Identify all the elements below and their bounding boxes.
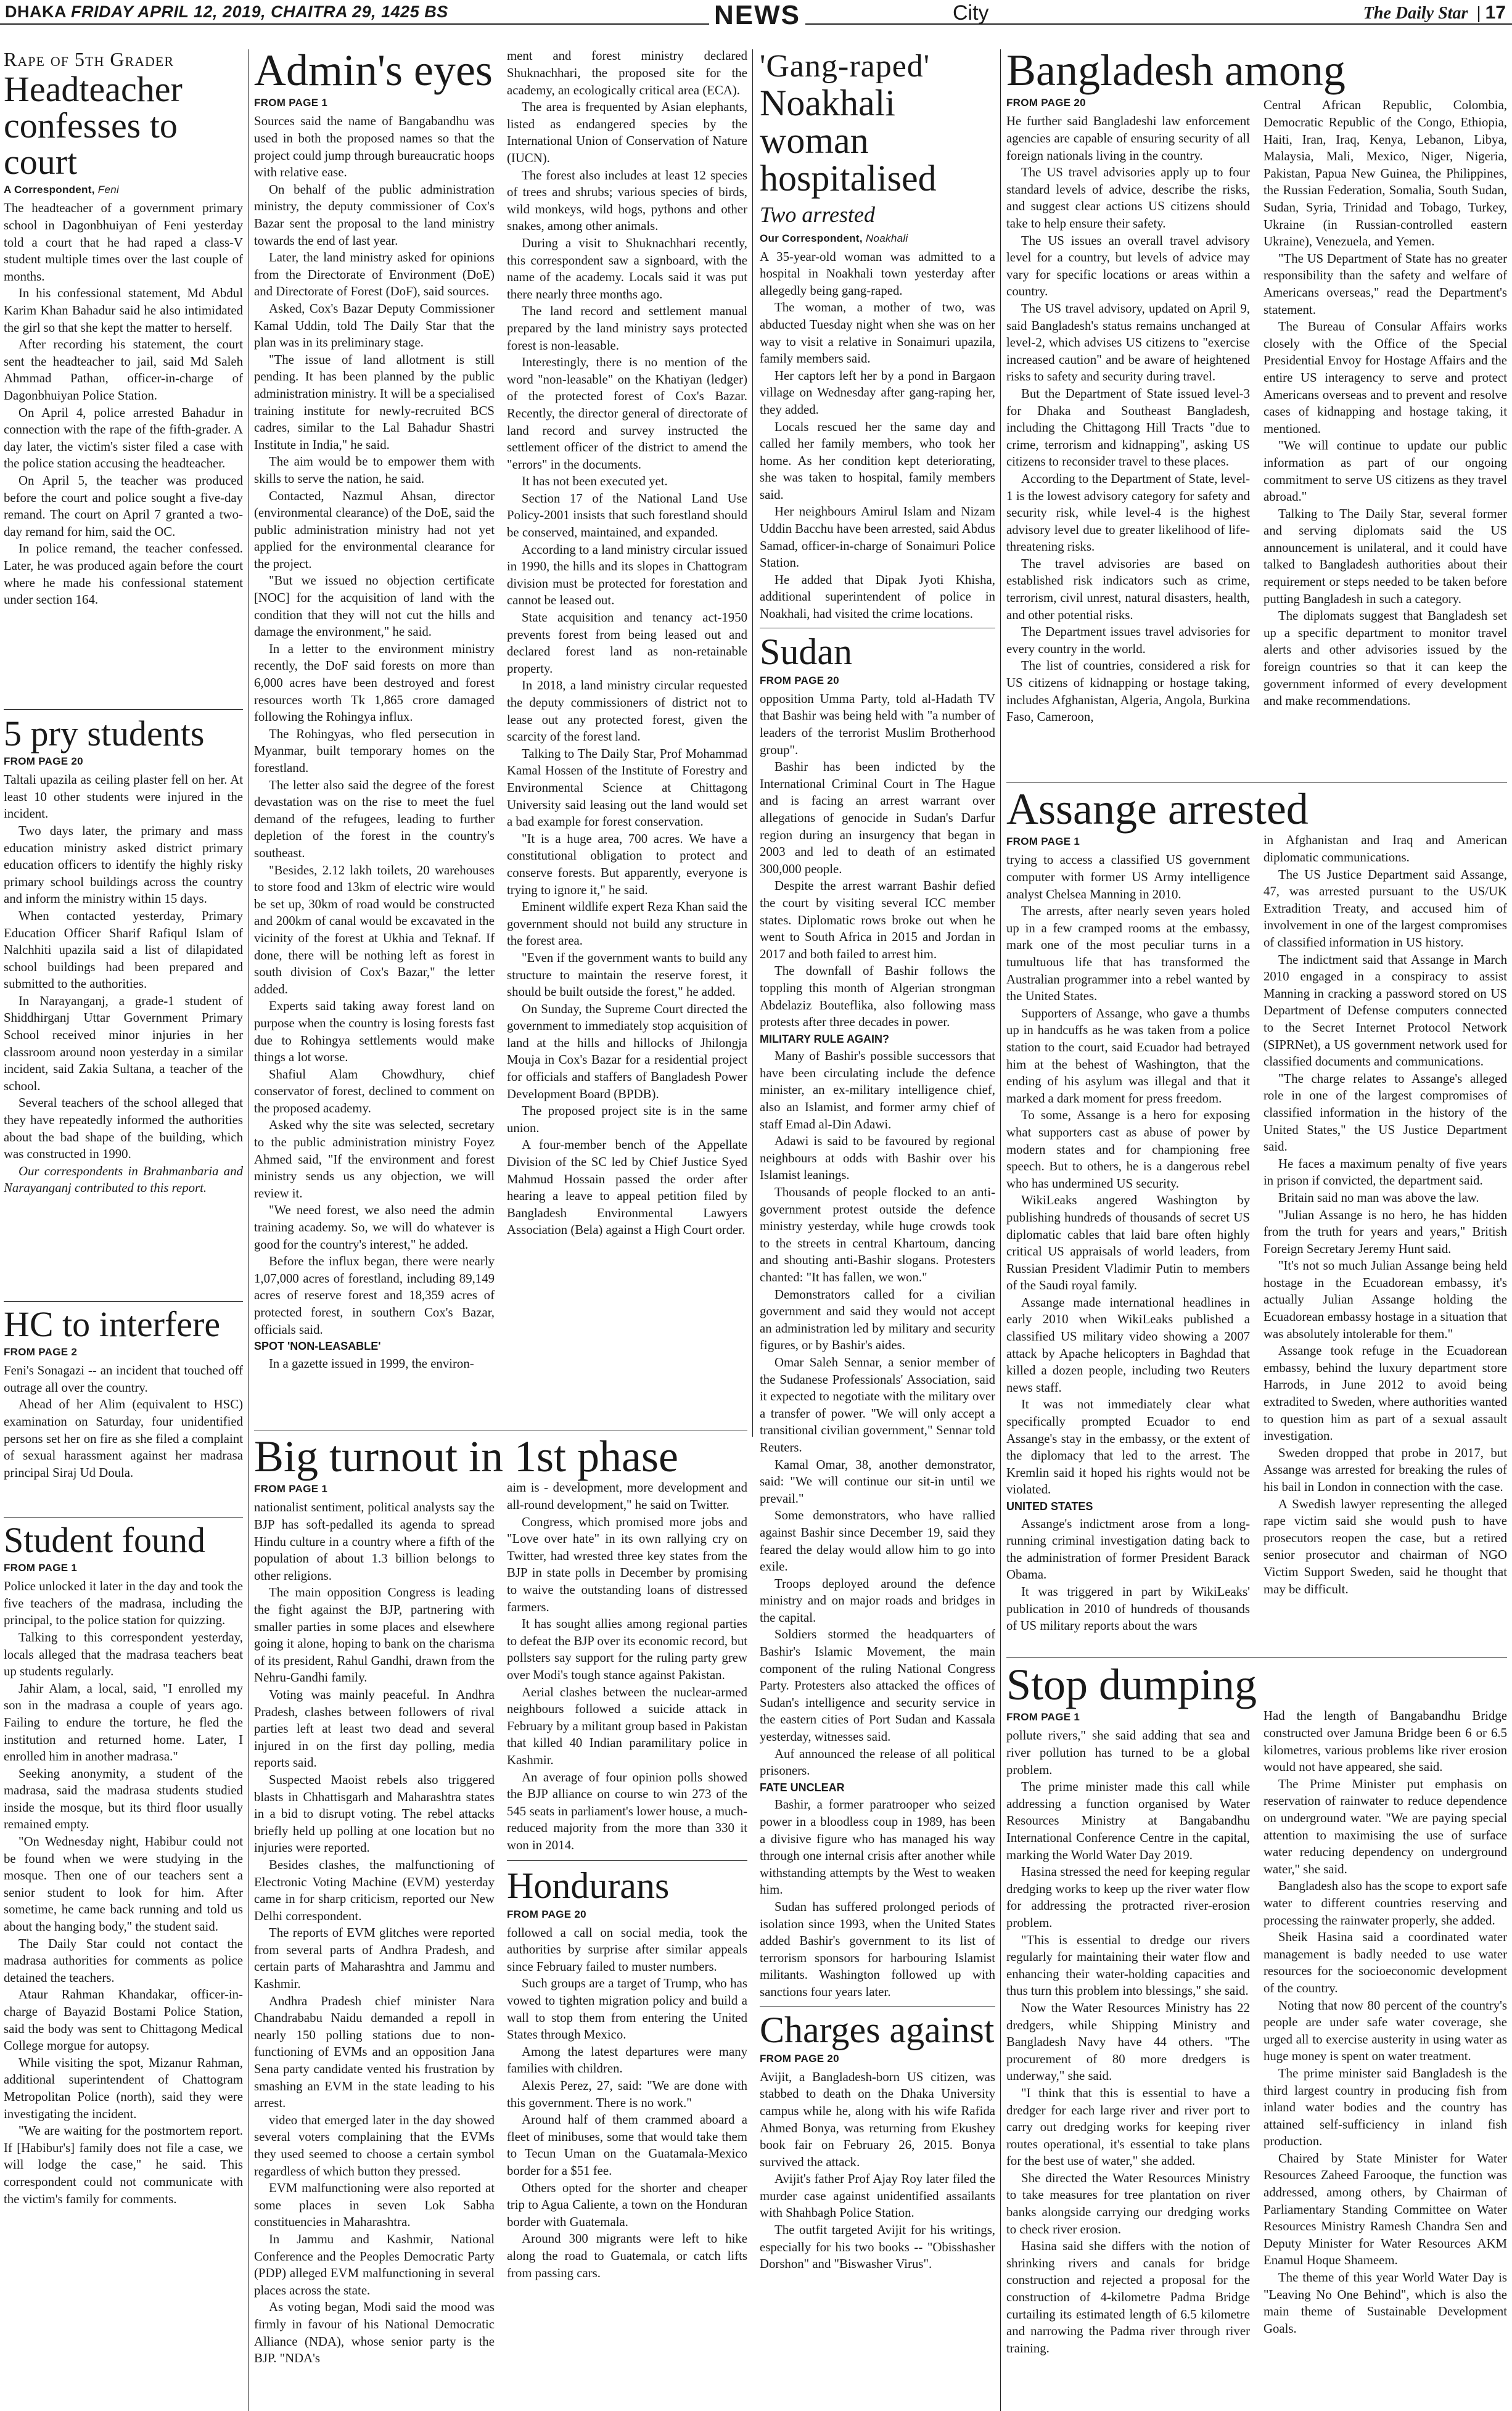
- paragraph: On April 4, police arrested Bahadur in connection with the rape of the fifth-grader. A day later, the victim's sister filed a case with the police station accusing the headteacher.: [4, 405, 243, 471]
- paragraph: Sweden dropped that probe in 2017, but Assange was arrested for breaking the rules of his bail in London in connection with the case.: [1263, 1445, 1507, 1494]
- story-stop-dumping: [1006, 1662, 1507, 2409]
- story-body: [4, 771, 243, 1197]
- column-rule: [1000, 49, 1001, 2411]
- paragraph: video that emerged later in the day showed several voters complaining that the EVMs they used seemed to choose a certain symbol regardless of which button they pressed.: [254, 2113, 495, 2179]
- story-body: [4, 1362, 243, 1481]
- paragraph: The headteacher of a government primary school in Dagonbhuiyan of Feni yesterday told a court that he had raped a class-V student multiple times over the last couple of months.: [4, 201, 243, 284]
- paragraph: Some demonstrators, who have rallied against Bashir since December 19, said they feared the delay would allow him to go into exile.: [760, 1508, 995, 1574]
- paragraph: Britain said no man was above the law.: [1278, 1190, 1479, 1205]
- byline-place: Feni: [97, 184, 120, 196]
- paragraph: Hasina said she differs with the notion of shrinking rivers and canals for bridge construction and rejected a proposal for the construction of 4-kilometre Padma Bridge curtailing its estimated length of 6.5 kilometre and narrowing the Padma river through river training.: [1006, 2239, 1250, 2356]
- paragraph: Talking to this correspondent yesterday, locals alleged that the madrasa teachers beat up students regularly.: [4, 1630, 243, 1679]
- story-column: [1263, 1707, 1507, 2357]
- byline-name: A Correspondent,: [4, 184, 95, 196]
- paragraph: Had the length of Bangabandhu Bridge constructed over Jamuna Bridge been 6 or 6.5 kilometres, various problems like river erosion would not have appeared, she said.: [1263, 1709, 1507, 1775]
- story-assange-arrested: [1006, 787, 1507, 1653]
- story-big-turnout: [254, 1434, 747, 2409]
- paragraph: WikiLeaks angered Washington by publishing hundreds of thousands of secret US diplomatic cables that laid bare often highly critical US appraisals of world leaders, from Russian President Vladimir Putin to members of the Saudi royal family.: [1006, 1193, 1250, 1293]
- paragraph: Section 17 of the National Land Use Policy-2001 insists that such forestland should be conserved, maintained, and expanded.: [507, 491, 747, 540]
- story-headteacher: [4, 48, 243, 729]
- story-pry-students: [4, 715, 243, 1298]
- paragraph: Jahir Alam, a local, said, "I enrolled my son in the madrasa a couple of years ago. Failing to endure the torture, he fled the institution and returned home. Later, I enrolled him in another madrasa.": [4, 1681, 243, 1764]
- paragraph: Asked why the site was selected, secretary to the public administration ministry Foyez Ahmed said, "If the environment and forest ministry sends us any objection, we will review it.: [254, 1118, 495, 1201]
- paragraph: In Jammu and Kashmir, National Conference and the Peoples Democratic Party (PDP) alleged EVM malfunctioning in several places across the state.: [254, 2232, 495, 2298]
- paragraph: Her captors left her by a pond in Bargaon village on Wednesday after gang-raping her, they added.: [760, 368, 995, 417]
- paragraph: In a gazette issued in 1999, the environ-: [269, 1356, 474, 1371]
- jump-line: FROM PAGE 20: [4, 755, 83, 768]
- paragraph: Troops deployed around the defence ministry and on major roads and bridges in the capital.: [760, 1576, 995, 1625]
- column-rule: [752, 49, 753, 1437]
- story-body: [760, 2069, 995, 2273]
- paragraph: An average of four opinion polls showed the BJP alliance on course to win 273 of the 545 seats in parliament's lower house, a much-reduced majority from the more than 330 it won in 2014.: [507, 1770, 747, 1852]
- paragraph: Later, the land ministry asked for opinions from the Directorate of Environment (DoE) and Directorate of Forest (DoF), said sources.: [254, 250, 495, 299]
- jump-line: FROM PAGE 20: [760, 674, 839, 686]
- paragraph: She directed the Water Resources Ministry to take measures for tree plantation on river banks alongside carrying our dredging works to check river erosion.: [1006, 2171, 1250, 2236]
- paragraph: The prime minister made this call while addressing a function organised by Water Resources Ministry at Bangabandhu International Conference Centre in the capital, marking the World Water Day 2019.: [1006, 1780, 1250, 1862]
- paragraph: Adawi is said to be favoured by regional neighbours at odds with Bashir over his Islamist leanings.: [760, 1134, 995, 1183]
- paragraph: The diplomats suggest that Bangladesh set up a specific department to monitor travel alerts and other advisories issued by the foreign countries so that it can keep the government informed of every development and make recommendations.: [1263, 609, 1507, 709]
- paragraph: The letter also said the degree of the forest devastation was on the rise to meet the fuel demand of the refugees, leading to further depletion of the forest in the country's southeast.: [254, 778, 495, 860]
- story-headline: Assange arrested: [1006, 787, 1309, 834]
- paragraph: "We are waiting for the postmortem report. If [Habibur's] family does not file a case, we will lodge the case," he said. This correspondent could not communicate with the victim's family for comments.: [4, 2124, 243, 2206]
- section-rule: [4, 1517, 243, 1518]
- paragraph: Ahead of her Alim (equivalent to HSC) examination on Saturday, four unidentified persons set her on fire as she filed a complaint of sexual harassment against her madrasa principal Siraj Ud Doula.: [4, 1397, 243, 1480]
- paragraph: It has not been executed yet.: [522, 474, 668, 489]
- paragraph: Congress, which promised more jobs and "Love over hate" in its own rallying cry on Twitter, had wrested three key states from the BJP in state polls in December by promising to waive the outstanding loans of distressed farmers.: [507, 1514, 747, 1614]
- paragraph: During a visit to Shuknachhari recently, this correspondent saw a signboard, with the name of the academy. Locals said it was put there nearly three months ago.: [507, 236, 747, 302]
- paragraph: In 2018, a land ministry circular requested the deputy commissioners of district not to lease out any protected forest, given the scarcity of the forest land.: [507, 678, 747, 744]
- paragraph: The downfall of Bashir follows the toppling this month of Algerian strongman Abdelaziz Bouteflika, also following mass protests after three decades in power.: [760, 964, 995, 1030]
- section-rule: [1006, 1657, 1507, 1658]
- paragraph: Avijit's father Prof Ajay Roy later filed the murder case against unidentified assailants with Shahbagh Police Station.: [760, 2172, 995, 2220]
- subhead: UNITED STATES: [1006, 1500, 1093, 1513]
- paragraph: The Daily Star could not contact the madrasa authorities for comments as police detained the teachers.: [4, 1936, 243, 1985]
- story-column: [1006, 1707, 1250, 2357]
- paragraph: nationalist sentiment, political analysts say the BJP has soft-pedalled its agenda to spread Hindu culture in a country where a fifth of the population of about 1.3 billion belongs to other religions.: [254, 1500, 495, 1583]
- paragraph: It was not immediately clear what specifically prompted Ecuador to end Assange's stay in the embassy, or the extent of the diplomacy that led to the arrest. The Kremlin said it hoped his rights would not be violated.: [1006, 1397, 1250, 1497]
- story-body: [4, 1578, 243, 2208]
- paragraph: The reports of EVM glitches were reported from several parts of Andhra Pradesh, and certain parts of Maharashtra and Jammu and Kashmir.: [254, 1926, 495, 1992]
- story-byline: [760, 232, 995, 245]
- paragraph: On April 5, the teacher was produced before the court and police sought a five-day remand. The court on April 7 granted a two-day remand for him, said the OC.: [4, 473, 243, 539]
- paragraph: Suspected Maoist rebels also triggered blasts in Chhattisgarh and Maharashtra states in a bid to disrupt voting. The rebel attacks briefly held up polling at one location but no injuries were reported.: [254, 1772, 495, 1855]
- section-rule: [507, 1860, 747, 1861]
- page-number: 17: [1485, 2, 1506, 23]
- paragraph: It has sought allies among regional parties to defeat the BJP over its economic record, but pollsters say support for the ruling party grew over Modi's tough stance against Pakistan.: [507, 1617, 747, 1682]
- paragraph: Voting was mainly peaceful. In Andhra Pradesh, clashes between followers of rival parties left at least two dead and several injured in on the first day polling, media reports said.: [254, 1687, 495, 1770]
- paragraph: Two days later, the primary and mass education ministry asked district primary education officers to identify the highly risky primary school buildings across the country and inform the ministry within 15 days.: [4, 823, 243, 906]
- paragraph: Thousands of people flocked to an anti-government protest outside the defence ministry yesterday, while huge crowds took to the streets in central Khartoum, dancing and shouting anti-Bashir slogans. Protesters chanted: "It has fallen, we won.": [760, 1185, 995, 1284]
- paragraph: As voting began, Modi said the mood was firmly in favour of his National Democratic Alliance (NDA), whose senior party is the BJP. "NDA's: [254, 2300, 495, 2366]
- paragraph: "We need forest, we also need the admin training academy. So, we will do whatever is good for the country's interest," he added.: [254, 1203, 495, 1252]
- paragraph: "Besides, 2.12 lakh toilets, 20 warehouses to store food and 13km of electric wire would be set up, 30km of road would be constructed and 200km of canal would be excavated in the vicinity of the forest at Ukhia and Teknaf. If done, there will be nothing left as forest in south division of Cox's Bazar," the letter added.: [254, 863, 495, 996]
- paragraph: The indictment said that Assange in March 2010 engaged in a conspiracy to assist Manning in cracking a password stored on US Department of Defense computers connected to the Secret Internet Protocol Network (SIPRNet), a US government network used for classified documents and communications.: [1263, 952, 1507, 1069]
- paragraph: Seeking anonymity, a student of the madrasa, said the madrasa students studied inside the mosque, but its third floor usually remained empty.: [4, 1766, 243, 1832]
- story-body: [760, 248, 995, 623]
- paragraph: "It's not so much Julian Assange being held hostage in the Ecuadorean embassy, it's actually Julian Assange holding the Ecuadorean embassy hostage in a situation that was absolutely intolerable for them.": [1263, 1259, 1507, 1341]
- story-column: [1263, 97, 1507, 725]
- paragraph: Despite the arrest warrant Bashir defied the court by visiting several ICC member states. Diplomatic rows broke out when he went to South Africa in 2015 and Jordan in 2017 and both failed to arrest him.: [760, 879, 995, 961]
- paragraph: He faces a maximum penalty of five years in prison if convicted, the department said.: [1263, 1156, 1507, 1188]
- paragraph: Besides clashes, the malfunctioning of Electronic Voting Machine (EVM) yesterday came in for sharp criticism, reported our New Delhi correspondent.: [254, 1857, 495, 1923]
- paragraph: "This is essential to dredge our rivers regularly for maintaining their water flow and enhancing their water-holding capacities and thus turn this problem into blessings," she said.: [1006, 1932, 1250, 1998]
- story-headline: Student found: [4, 1522, 206, 1560]
- paragraph: In Narayanganj, a grade-1 student of Shiddhirganj Uttar Government Primary School received minor injuries in her classroom around noon yesterday in a similar incident, said Zakia Sultana, a teacher of the school.: [4, 993, 243, 1093]
- paragraph: "But we issued no objection certificate [NOC] for the acquisition of land with the condition that they will not cut the hills and damage the environment," he said.: [254, 573, 495, 639]
- story-headline: Headteacher confesses to court: [4, 69, 183, 183]
- paragraph: Hasina stressed the need for keeping regular dredging works to keep up the river water flow for addressing the protracted river-erosion problem.: [1006, 1865, 1250, 1930]
- paragraph: After recording his statement, the court sent the headteacher to jail, said Md Saleh Ahmmad Pathan, officer-in-charge of Dagonbhuiyan Police Station.: [4, 337, 243, 403]
- paragraph: "The issue of land allotment is still pending. It has been planned by the public administration ministry. It will be a specialised training institute for newly-recruited BCS cadres, similar to the Lal Bahadur Shastri Institute in India," he said.: [254, 352, 495, 452]
- paragraph: Central African Republic, Colombia, Democratic Republic of the Congo, Ethiopia, Haiti, Iran, Iraq, Kenya, Lebanon, Libya, Malaysia, Mali, Mexico, Niger, Nigeria, Pakistan, Papua New Guinea, the Philippines, the Russian Federation, Somalia, South Sudan, Sudan, Syria, Trinidad and Tobago, Turkey, Ukraine (in Russian-controlled eastern Ukraine), Venezuela, and Yemen.: [1263, 98, 1507, 249]
- paragraph: Experts said taking away forest land on purpose when the country is losing forests fast due to Rohingya settlements would make things a lot worse.: [254, 999, 495, 1065]
- paragraph: Such groups are a target of Trump, who has vowed to tighten migration policy and build a wall to stop them from entering the United States through Mexico.: [507, 1976, 747, 2042]
- paragraph: To some, Assange is a hero for exposing what supporters cast as abuse of power by modern states and for championing free speech. But to others, he is a dangerous rebel who has undermined US security.: [1006, 1108, 1250, 1191]
- section-rule: [4, 1301, 243, 1302]
- story-headline: Admin's eyes: [254, 48, 493, 95]
- paragraph: In a letter to the environment ministry recently, the DoF said forests on more than 6,000 acres have been destroyed and forest resources worth Tk 1,865 crore damaged following the Rohingya influx.: [254, 641, 495, 725]
- paragraph: While visiting the spot, Mizanur Rahman, additional superintendent of Chattogram Metropolitan Police (north), said they were investigating the incident.: [4, 2055, 243, 2121]
- paragraph: pollute rivers," she said adding that sea and river pollution has turned to be a global problem.: [1006, 1728, 1250, 1777]
- paragraph: Chaired by State Minister for Water Resources Zaheed Farooque, the function was addressed, among others, by Chairman of Parliamentary Standing Committee on Water Resources Ministry Ramesh Chandra Sen and Deputy Minister for Water Resources AKM Enamul Hoque Shameem.: [1263, 2151, 1507, 2268]
- jump-line: FROM PAGE 1: [1006, 1711, 1080, 1723]
- story-column: [1006, 93, 1250, 725]
- subsection-label: City: [953, 1, 989, 25]
- paragraph: Assange made international headlines in early 2010 when WikiLeaks published a classified US military video showing a 2007 attack by Apache helicopters in Baghdad that killed a dozen people, including two Reuters news staff.: [1006, 1295, 1250, 1395]
- paragraph: A Swedish lawyer representing the alleged rape victim said she would push to have prosecutors reopen the case, but a retired senior prosecutor and chairman of NGO Victim Support Sweden, said he thought that may be difficult.: [1263, 1497, 1507, 1596]
- story-column: [507, 48, 747, 1372]
- paragraph: Bashir, a former paratrooper who seized power in a bloodless coup in 1989, has been a divisive figure who has managed his way through one internal crisis after another while withstanding attempts by the West to weaken him.: [760, 1797, 995, 1897]
- paragraph: The Prime Minister put emphasis on reservation of rainwater to reduce dependence on underground water. "We are paying special attention to maximising the use of surface water reducing dependency on underground water," she said.: [1263, 1776, 1507, 1876]
- paragraph: Interestingly, there is no mention of the word "non-leasable" on the Khatiyan (ledger) of the protected forest of Cox's Bazar. Recently, the director general of directorate of land record and survey instructed the settlement officer of the district to amend the "errors" in the documents.: [507, 355, 747, 472]
- paragraph: opposition Umma Party, told al-Hadath TV that Bashir was being held with "a number of leaders of the terrorist Muslim Brotherhood group".: [760, 691, 995, 757]
- story-column: [507, 1479, 747, 2367]
- paragraph: The Rohingyas, who fled persecution in Myanmar, built temporary homes on the forestland.: [254, 726, 495, 775]
- paragraph: It was triggered in part by WikiLeaks' publication in 2010 of hundreds of thousands of US military reports about the wars: [1006, 1584, 1250, 1633]
- story-column: [1006, 832, 1250, 1634]
- paragraph: In police remand, the teacher confessed. Later, he was produced again before the court where he made his confessional statement under section 164.: [4, 541, 243, 607]
- paragraph: Sources said the name of Bangabandhu was used in both the proposed names so that the project could jump through bureaucratic hoops with relative ease.: [254, 114, 495, 180]
- story-admins-eyes: [254, 48, 747, 1426]
- paragraph: "On Wednesday night, Habibur could not be found when we were studying in the mosque. Then one of our teachers sent a senior student to look for him. After sometime, he came back running and told us about the hanging body," the student said.: [4, 1834, 243, 1934]
- paragraph: "The US Department of State has no greater responsibility than the safety and welfare of Americans overseas," read the Department's statement.: [1263, 251, 1507, 317]
- paragraph: He further said Bangladeshi law enforcement agencies are capable of ensuring security of all foreign nationals living in the country.: [1006, 114, 1250, 163]
- paragraph: EVM malfunctioning were also reported at some places in seven Lok Sabha constituencies in Maharashtra.: [254, 2181, 495, 2230]
- story-headline-charges: Charges against: [760, 2009, 995, 2050]
- paragraph: The outfit targeted Avijit for his writings, especially for his two books -- "Obisshasher Dorshon" and "Biswasher Virus".: [760, 2223, 995, 2272]
- paragraph: State acquisition and tenancy act-1950 prevents forest from being leased out and declared forest land as non-retainable property.: [507, 610, 747, 676]
- story-subhead: Two arrested: [760, 202, 876, 227]
- paragraph: On Sunday, the Supreme Court directed the government to immediately stop acquisition of land at the hills and hillocks of Jhilongja Mouja in Cox's Bazar for a residential project for officials and staffers of Bangladesh Power Development Board (BPDB).: [507, 1001, 747, 1101]
- paragraph: Her neighbours Amirul Islam and Nizam Uddin Bacchu have been arrested, said Abdus Samad, officer-in-charge of Sonaimuri Police Station.: [760, 504, 995, 570]
- paragraph: Assange took refuge in the Ecuadorean embassy, behind the luxury department store Harrods, in June 2012 to avoid being extradited to Sweden, where authorities wanted to question him as part of a sexual assault investigation.: [1263, 1344, 1507, 1444]
- story-headline: Big turnout in 1st phase: [254, 1434, 678, 1481]
- paragraph: aim is - development, more development and all-round development," he said on Twitter.: [507, 1481, 747, 1513]
- paragraph: Assange's indictment arose from a long-running criminal investigation dating back to the administration of former President Barack Obama.: [1006, 1516, 1250, 1582]
- story-headline: Bangladesh among: [1006, 48, 1346, 95]
- paragraph: Andhra Pradesh chief minister Nara Chandrababu Naidu demanded a repoll in nearly 150 polling stations due to non-functioning of EVMs and an opposition Jana Sena party candidate vented his frustration by smashing an EVM in the state leading to his arrest.: [254, 1994, 495, 2111]
- subhead: FATE UNCLEAR: [760, 1781, 845, 1794]
- paragraph: Before the influx began, there were nearly 1,07,000 acres of forestland, including 89,149 acres of reserve forest and 18,359 acres of protected forest, in southern Cox's Bazar, officials said.: [254, 1254, 495, 1337]
- story-kicker: 'Gang-raped': [760, 49, 931, 84]
- paragraph: Feni's Sonagazi -- an incident that touched off outrage all over the country.: [4, 1363, 243, 1395]
- story-body: [760, 691, 995, 2001]
- story-body: [4, 200, 243, 608]
- paragraph: According to a land ministry circular issued in 1990, the hills and its slopes in Chattogram division must be protected for forestation and cannot be leased out.: [507, 542, 747, 608]
- paragraph: In his confessional statement, Md Abdul Karim Khan Bahadur said he also intimidated the girl so that she kept the matter to herself.: [4, 286, 243, 335]
- paragraph: Bangladesh also has the scope to export safe water to different countries reserving and processing the rainwater properly, she added.: [1263, 1879, 1507, 1928]
- dateline: [5, 2, 448, 22]
- story-headline-hondurans: Hondurans: [507, 1865, 670, 1906]
- paragraph: The woman, a mother of two, was abducted Tuesday night when she was on her way to visit a relative in Sonaimuri upazila, family members said.: [760, 300, 995, 366]
- paragraph: in Afghanistan and Iraq and American diplomatic communications.: [1263, 833, 1507, 865]
- paper-logo: The Daily Star: [1363, 4, 1468, 23]
- paragraph: Sudan has suffered prolonged periods of isolation since 1993, when the United States added Bashir's government to its list of terrorism sponsors for harbouring Islamist militants. Washington followed up with sanctions four years later.: [760, 1899, 995, 1999]
- jump-line: FROM PAGE 1: [254, 97, 328, 109]
- paragraph: "Julian Assange is no hero, he has hidden from the truth for years and years," British Foreign Secretary Jeremy Hunt said.: [1263, 1207, 1507, 1256]
- paragraph: The Bureau of Consular Affairs works closely with the Office of the Special Presidential Envoy for Hostage Affairs and the entire US interagency to serve and protect Americans overseas and to prevent and resolve cases of kidnapping and hostage taking, it mentioned.: [1263, 319, 1507, 436]
- paragraph: The theme of this year World Water Day is "Leaving No One Behind", which is also the main theme of Sustainable Development Goals.: [1263, 2270, 1507, 2336]
- story-kicker: Rape of 5th Grader: [4, 48, 175, 70]
- paragraph: A four-member bench of the Appellate Division of the SC led by Chief Justice Syed Mahmud Hossain passed the order after hearing a leave to appeal petition filed by Bangladesh Environmental Lawyers Association (Bela) against a High Court order.: [507, 1138, 747, 1238]
- paragraph: Bashir has been indicted by the International Criminal Court in The Hague and is facing an arrest warrant over allegations of genocide in Sudan's Darfur region during an insurgency that began in 2003 and led to death of an estimated 300,000 people.: [760, 760, 995, 876]
- paragraph: "We will continue to update our public information as part of our ongoing commitment to serve US citizens as they travel abroad.": [1263, 438, 1507, 504]
- paragraph: The forest also includes at least 12 species of trees and shrubs; various species of birds, wild monkeys, wild hogs, pythons and other snakes, among other animals.: [507, 168, 747, 234]
- paragraph: Aerial clashes between the nuclear-armed neighbours followed a suicide attack in February by a militant group based in Pakistan that killed 40 Indian paramilitary police in Kashmir.: [507, 1685, 747, 1767]
- story-column-third: [760, 48, 995, 2409]
- paragraph: The US Justice Department said Assange, 47, was arrested pursuant to the US/UK Extradition Treaty, and accused him of involvement in one of the largest compromises of classified information in US history.: [1263, 867, 1507, 950]
- paragraph: Shafiul Alam Chowdhury, chief conservator of forest, declined to comment on the proposed academy.: [254, 1067, 495, 1115]
- jump-line: FROM PAGE 1: [4, 1562, 78, 1574]
- section-rule: [4, 709, 243, 710]
- paragraph: "It is a huge area, 700 acres. We have a constitutional obligation to protect and conserve forests. But apparently, everyone is trying to ignore it," he said.: [507, 831, 747, 897]
- paragraph: Among the latest departures were many families with children.: [507, 2044, 747, 2076]
- paragraph: followed a call on social media, took the authorities by surprise after similar appeals since February failed to muster numbers.: [507, 1925, 747, 1974]
- byline-name: Our Correspondent,: [760, 232, 863, 244]
- jump-line: FROM PAGE 20: [1006, 97, 1086, 109]
- story-column: [254, 1479, 495, 2367]
- paragraph: "I think that this is essential to have a dredger for each large river and river port to carry out dredging works for keeping river routes operational, it's essential to take plans for the best use of water," she added.: [1006, 2085, 1250, 2169]
- paragraph: Eminent wildlife expert Reza Khan said the government should not build any structure in the forest area.: [507, 900, 747, 948]
- paragraph: Many of Bashir's possible successors that have been circulating include the defence minister, an ex-military intelligence chief, also an Islamist, and former army chief of staff Emad al-Din Adawi.: [760, 1049, 995, 1132]
- paragraph: Police unlocked it later in the day and took the five teachers of the madrasa, including the principal, to the police station for quizzing.: [4, 1579, 243, 1628]
- paragraph: ment and forest ministry declared Shuknachhari, the proposed site for the academy, an ecologically critical area (ECA).: [507, 49, 747, 97]
- paragraph: Kamal Omar, 38, another demonstrator, said: "We will continue our sit-in until we prevail.": [760, 1457, 995, 1506]
- paragraph: Omar Saleh Sennar, a senior member of the Sudanese Professionals' Association, said it expected to negotiate with the military over a transfer of power. "We will only accept a transitional civilian government," Sennar told Reuters.: [760, 1355, 995, 1455]
- paragraph: "The charge relates to Assange's alleged role in one of the largest compromises of classified information in the history of the United States," the US Justice Department said.: [1263, 1071, 1507, 1154]
- paragraph: Supporters of Assange, who gave a thumbs up in handcuffs as he was taken from a police station to the court, said Ecuador had betrayed him at the behest of Washington, that the ending of his asylum was illegal and that it marked a dark moment for press freedom.: [1006, 1006, 1250, 1106]
- byline-place: Noakhali: [865, 232, 908, 244]
- contributor-note: Our correspondents in Brahmanbaria and Narayanganj contributed to this report.: [4, 1164, 243, 1196]
- paragraph: Talking to The Daily Star, Prof Mohammad Kamal Hossen of the Institute of Forestry and Environmental Science at Chittagong University said leasing out the land would set a bad example for forest conservation.: [507, 746, 747, 829]
- paragraph: When contacted yesterday, Primary Education Officer Sharif Rafiqul Islam of Nalchhiti upazila said a list of dilapidated school buildings had been prepared and submitted to the authorities.: [4, 908, 243, 992]
- paragraph: Asked, Cox's Bazar Deputy Commissioner Kamal Uddin, told The Daily Star that the plan was in its preliminary stage.: [254, 301, 495, 350]
- paragraph: According to the Department of State, level-1 is the lowest advisory category for safety and security risk, while level-4 is the highest advisory level due to greater likelihood of life-threatening risks.: [1006, 471, 1250, 554]
- paragraph: Soldiers stormed the headquarters of Bashir's Islamic Movement, the main component of the ruling National Congress Party. Protesters also attacked the offices of Sudan's intelligence and security service in the eastern cities of Port Sudan and Kassala yesterday, witnesses said.: [760, 1627, 995, 1744]
- dateline-date: FRIDAY APRIL 12, 2019,: [71, 2, 266, 21]
- jump-line: FROM PAGE 1: [1006, 836, 1080, 848]
- story-byline: [4, 184, 243, 196]
- column-rule: [248, 49, 249, 2411]
- story-student-found: [4, 1522, 243, 2409]
- paragraph: "Even if the government wants to build any structure to maintain the reserve forest, it should be built outside the forest," he added.: [507, 950, 747, 1000]
- paragraph: On behalf of the public administration ministry, the deputy commissioner of Cox's Bazar sent the proposal to the land ministry towards the end of last year.: [254, 182, 495, 248]
- jump-line: FROM PAGE 20: [507, 1908, 586, 1920]
- dateline-bs: CHAITRA 29, 1425 BS: [266, 2, 448, 21]
- paragraph: Several teachers of the school alleged that they have repeatedly informed the authorities about the bad shape of the building, which was constructed in 1990.: [4, 1096, 243, 1162]
- paragraph: The land record and settlement manual prepared by the land ministry says protected forest is non-leasable.: [507, 304, 747, 353]
- subhead: SPOT 'NON-LEASABLE': [254, 1340, 381, 1353]
- paragraph: But the Department of State issued level-3 for Dhaka and Southeast Bangladesh, including the Chittagong Hill Tracts "due to crime, terrorism and kidnapping", asking US citizens to reconsider travel to these places.: [1006, 386, 1250, 469]
- paragraph: Locals rescued her the same day and called her family members, who took her home. As her condition kept deteriorating, she was taken to hospital, family members said.: [760, 419, 995, 502]
- masthead: [0, 0, 1512, 32]
- paragraph: He added that Dipak Jyoti Khisha, additional superintendent of police in Noakhali, had visited the crime locations.: [760, 572, 995, 622]
- jump-line: FROM PAGE 1: [254, 1483, 328, 1495]
- paragraph: Taltali upazila as ceiling plaster fell on her. At least 10 other students were injured in the incident.: [4, 773, 243, 821]
- paragraph: Noting that now 80 percent of the country's people are under safe water coverage, she urged all to exercise austerity in using water as huge money is spent on water treatment.: [1263, 1998, 1507, 2064]
- story-hc-interfere: [4, 1306, 243, 1519]
- paragraph: The area is frequented by Asian elephants, listed as endangered species by the International Union of Conservation of Nature (IUCN).: [507, 100, 747, 165]
- dateline-city: DHAKA: [5, 2, 71, 21]
- paragraph: The US issues an overall travel advisory level for a country, but levels of advice may vary for specific locations or areas within a country.: [1006, 233, 1250, 299]
- paragraph: Demonstrators called for a civilian government and said they would not accept an administration led by military and security figures, or by Bashir's aides.: [760, 1287, 995, 1353]
- paragraph: Now the Water Resources Ministry has 22 dredgers, while Shipping Ministry and Bangladesh Navy have 44 others. "The procurement of 80 more dredgers is underway," she said.: [1006, 2000, 1250, 2084]
- paragraph: A 35-year-old woman was admitted to a hospital in Noakhali town yesterday after allegedly being gang-raped.: [760, 249, 995, 298]
- paragraph: Contacted, Nazmul Ahsan, director (environmental clearance) of the DoE, said the public administration ministry had not yet applied for the environmental clearance for the project.: [254, 488, 495, 571]
- paragraph: Alexis Perez, 27, said: "We are done with this government. There is no work.": [507, 2079, 747, 2110]
- paragraph: The US travel advisory, updated on April 9, said Bangladesh's status remains unchanged at level-2, which advises US citizens to "exercise increased caution" and be aware of heightened risks to safety and security during travel.: [1006, 301, 1250, 384]
- story-headline: Noakhali woman hospitalised: [760, 83, 937, 199]
- page-marker: The Daily Star | 17: [1363, 2, 1506, 23]
- paragraph: Auf announced the release of all political prisoners.: [760, 1746, 995, 1778]
- paragraph: The arrests, after nearly seven years holed up in a few cramped rooms at the embassy, mark one of the most peculiar turns in a tumultuous life that has transformed the Australian programmer into a rebel wanted by the United States.: [1006, 904, 1250, 1004]
- jump-line: FROM PAGE 2: [4, 1346, 78, 1358]
- paragraph: The US travel advisories apply up to four standard levels of advice, describe the risks, and suggest clear actions US citizens should take to help ensure their safety.: [1006, 165, 1250, 231]
- paragraph: Ataur Rahman Khandakar, officer-in-charge of Bayazid Bostami Police Station, said the body was sent to Chittagong Medical College morgue for autopsy.: [4, 1987, 243, 2053]
- paragraph: The list of countries, considered a risk for US citizens of kidnapping or hostage taking, includes Afghanistan, Algeria, Angola, Burkina Faso, Cameroon,: [1006, 659, 1250, 725]
- story-column: [254, 93, 495, 1372]
- subhead: MILITARY RULE AGAIN?: [760, 1032, 889, 1045]
- paragraph: The prime minister said Bangladesh is the third largest country in producing fish from inland water bodies and the country has attained self-sufficiency in inland fish production.: [1263, 2066, 1507, 2149]
- story-headline: Stop dumping: [1006, 1662, 1257, 1709]
- paragraph: Around half of them crammed aboard a fleet of minibuses, some that would take them to Tecun Uman on the Guatamala-Mexico border for a $51 fee.: [507, 2113, 747, 2178]
- paragraph: trying to access a classified US government computer with former US Army intelligence analyst Chelsea Manning in 2010.: [1006, 853, 1250, 902]
- paragraph: Around 300 migrants were left to hike along the road to Guatemala, or catch lifts from passing cars.: [507, 2232, 747, 2280]
- paragraph: Sheik Hasina said a coordinated water management is badly needed to use water resources for the socioeconomic development of the country.: [1263, 1930, 1507, 1995]
- paragraph: The Department issues travel advisories for every country in the world.: [1006, 625, 1250, 656]
- paragraph: The proposed project site is in the same union.: [507, 1104, 747, 1135]
- paragraph: Avijit, a Bangladesh-born US citizen, was stabbed to death on the Dhaka University campus while he, along with his wife Rafida Ahmed Bonya, was returning from Ekushey book fair on February 26, 2015. Bonya survived the attack.: [760, 2069, 995, 2169]
- paragraph: The travel advisories are based on established risk indicators such as crime, terrorism, civil unrest, natural disasters, health, and other potential risks.: [1006, 556, 1250, 622]
- jump-line: FROM PAGE 20: [760, 2052, 839, 2064]
- story-headline: 5 pry students: [4, 715, 205, 754]
- paragraph: The main opposition Congress is leading the fight against the BJP, partnering with smaller parties in some places and elsewhere going it alone, hoping to bank on the charisma of its president, Rahul Gandhi, drawn from the Nehru-Gandhi family.: [254, 1585, 495, 1685]
- story-headline: HC to interfere: [4, 1306, 221, 1344]
- section-label: NEWS: [709, 0, 805, 31]
- story-column: [1263, 832, 1507, 1634]
- paragraph: Talking to The Daily Star, several former and serving diplomats said the US announcement is unilateral, and it could have talked to Bangladesh authorities about their requirement or steps needed to be taken before putting Bangladesh in such a category.: [1263, 506, 1507, 606]
- paragraph: Others opted for the shorter and cheaper trip to Agua Caliente, a town on the Honduran border with Guatemala.: [507, 2180, 747, 2229]
- story-bangladesh-among: [1006, 48, 1507, 776]
- story-headline-sudan: Sudan: [760, 631, 852, 672]
- paragraph: The aim would be to empower them with skills to serve the nation, he said.: [254, 454, 495, 486]
